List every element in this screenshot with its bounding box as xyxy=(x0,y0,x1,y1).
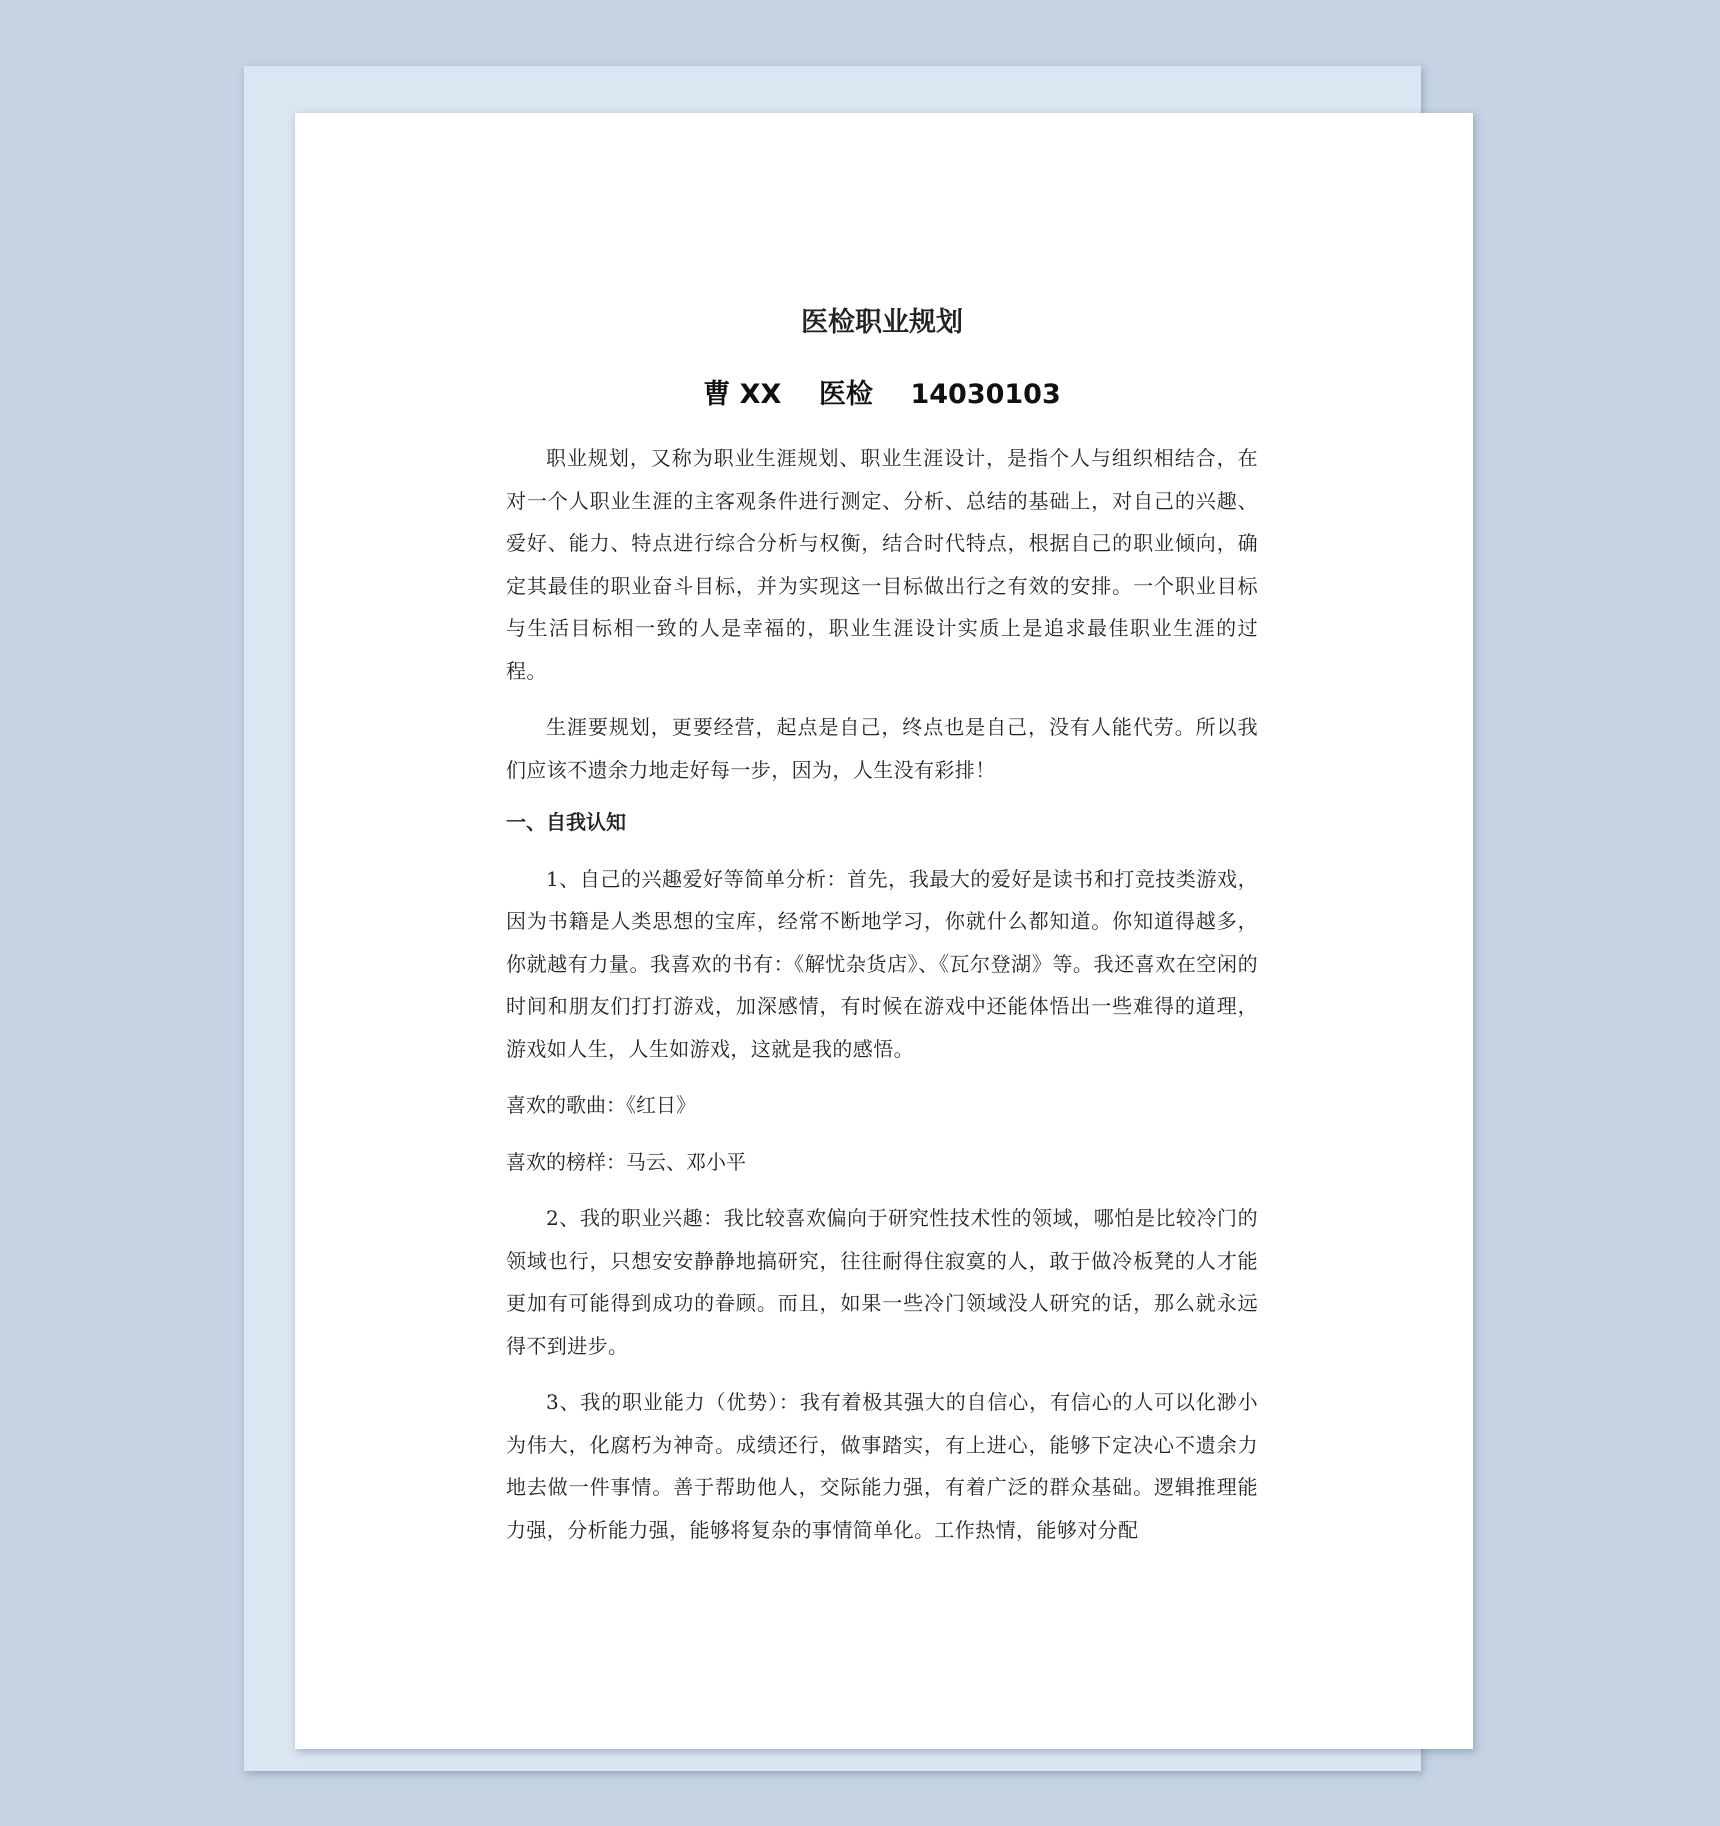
interests-paragraph: 1、自己的兴趣爱好等简单分析：首先，我最大的爱好是读书和打竞技类游戏，因为书籍是人类思想的宝库，经常不断地学习，你就什么都知道。你知道得越多，你就越有力量。我喜欢的书有：《解忧杂货店》、《瓦尔登湖》等。我还喜欢在空闲的时间和朋友们打打游戏，加深感情，有时候在游戏中还能体悟出一些难得的道理，游戏如人生，人生如游戏，这就是我的感悟。 xyxy=(506,866,1258,1061)
career-interest-paragraph: 2、我的职业兴趣：我比较喜欢偏向于研究性技术性的领域，哪怕是比较冷门的领域也行，只想安安静静地搞研究，往往耐得住寂寞的人，敢于做冷板凳的人才能更加有可能得到成功的眷顾。而且，如果一些冷门领域没人研究的话，那么就永远得不到进步。 xyxy=(506,1206,1258,1358)
document-title: 医检职业规划 xyxy=(801,307,963,338)
intro-paragraph: 职业规划，又称为职业生涯规划、职业生涯设计，是指个人与组织相结合，在对一个人职业生涯的主客观条件进行测定、分析、总结的基础上，对自己的兴趣、爱好、能力、特点进行综合分析与权衡，结合时代特点，根据自己的职业倾向，确定其最佳的职业奋斗目标，并为实现这一目标做出行之有效的安排。一个职业目标与生活目标相一致的人是幸福的，职业生涯设计实质上是追求最佳职业生涯的过程。 xyxy=(506,446,1258,683)
author-line: 曹 XX 医检 14030103 xyxy=(703,379,1061,410)
section-heading-self-awareness: 一、自我认知 xyxy=(506,810,626,834)
career-ability-paragraph: 3、我的职业能力（优势）：我有着极其强大的自信心，有信心的人可以化渺小为伟大，化腐朽为神奇。成绩还行，做事踏实，有上进心，能够下定决心不遗余力地去做一件事情。善于帮助他人，交际能力强，有着广泛的群众基础。逻辑推理能力强，分析能力强，能够将复杂的事情简单化。工作热情，能够对分配 xyxy=(506,1390,1258,1542)
document-page xyxy=(295,113,1473,1749)
document-body xyxy=(506,303,1258,1551)
favorite-song-line: 喜欢的歌曲：《红日》 xyxy=(506,1093,696,1117)
motto-paragraph: 生涯要规划，更要经营，起点是自己，终点也是自己，没有人能代劳。所以我们应该不遗余力地走好每一步，因为，人生没有彩排！ xyxy=(506,715,1258,782)
role-models-line: 喜欢的榜样：马云、邓小平 xyxy=(506,1149,746,1174)
